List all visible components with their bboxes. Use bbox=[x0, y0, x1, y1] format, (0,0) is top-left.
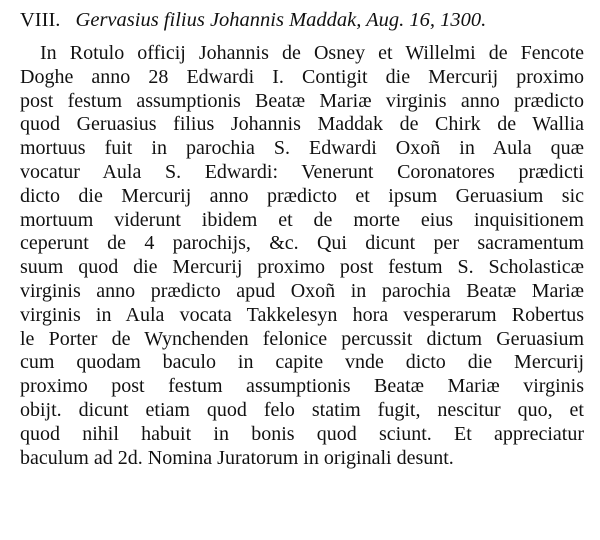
section-heading bbox=[20, 6, 580, 34]
text-line: mortuum viderunt ibidem et de morte eius inquisitionem bbox=[20, 208, 584, 231]
text-line: ceperunt de 4 parochijs, &c. Qui dicunt per sacramentum bbox=[20, 232, 584, 255]
text-line: dicto die Mercurij anno prædicto et ipsum Geruasium sic bbox=[20, 184, 584, 207]
text-line: post festum assumptionis Beatæ Mariæ virginis anno prædicto bbox=[20, 89, 584, 112]
text-line: proximo post festum assumptionis Beatæ Mariæ virginis bbox=[20, 375, 584, 398]
text-line: cum quodam baculo in capite vnde dicto die Mercurij bbox=[20, 351, 584, 374]
text-line: quod nihil habuit in bonis quod sciunt. Et appreciatur bbox=[20, 422, 584, 445]
section-number: VIII. bbox=[20, 9, 61, 31]
text-line: obijt. dicunt etiam quod felo statim fugit, nescitur quo, et bbox=[20, 398, 584, 421]
text-line: Doghe anno 28 Edwardi I. Contigit die Mercurij proximo bbox=[20, 65, 584, 88]
section-title: Gervasius filius Johannis Maddak, Aug. 16, 1300. bbox=[75, 9, 487, 31]
text-line: baculum ad 2d. Nomina Juratorum in originali desunt. bbox=[20, 446, 454, 469]
text-line: suum quod die Mercurij proximo post festum S. Scholasticæ bbox=[20, 256, 584, 279]
text-line: In Rotulo officij Johannis de Osney et Willelmi de Fencote bbox=[40, 42, 584, 64]
text-line: virginis anno prædicto apud Oxoñ in parochia Beatæ Mariæ bbox=[20, 279, 584, 302]
text-line: mortuus fuit in parochia S. Edwardi Oxoñ in Aula quæ bbox=[20, 137, 584, 160]
body-paragraph bbox=[20, 42, 584, 470]
text-line: le Porter de Wynchenden felonice percussit dictum Geruasium bbox=[20, 327, 584, 350]
text-line: quod Geruasius filius Johannis Maddak de Chirk de Wallia bbox=[20, 113, 584, 136]
text-line: vocatur Aula S. Edwardi: Venerunt Coronatores prædicti bbox=[20, 160, 584, 183]
text-line: virginis in Aula vocata Takkelesyn hora vesperarum Robertus bbox=[20, 303, 584, 326]
